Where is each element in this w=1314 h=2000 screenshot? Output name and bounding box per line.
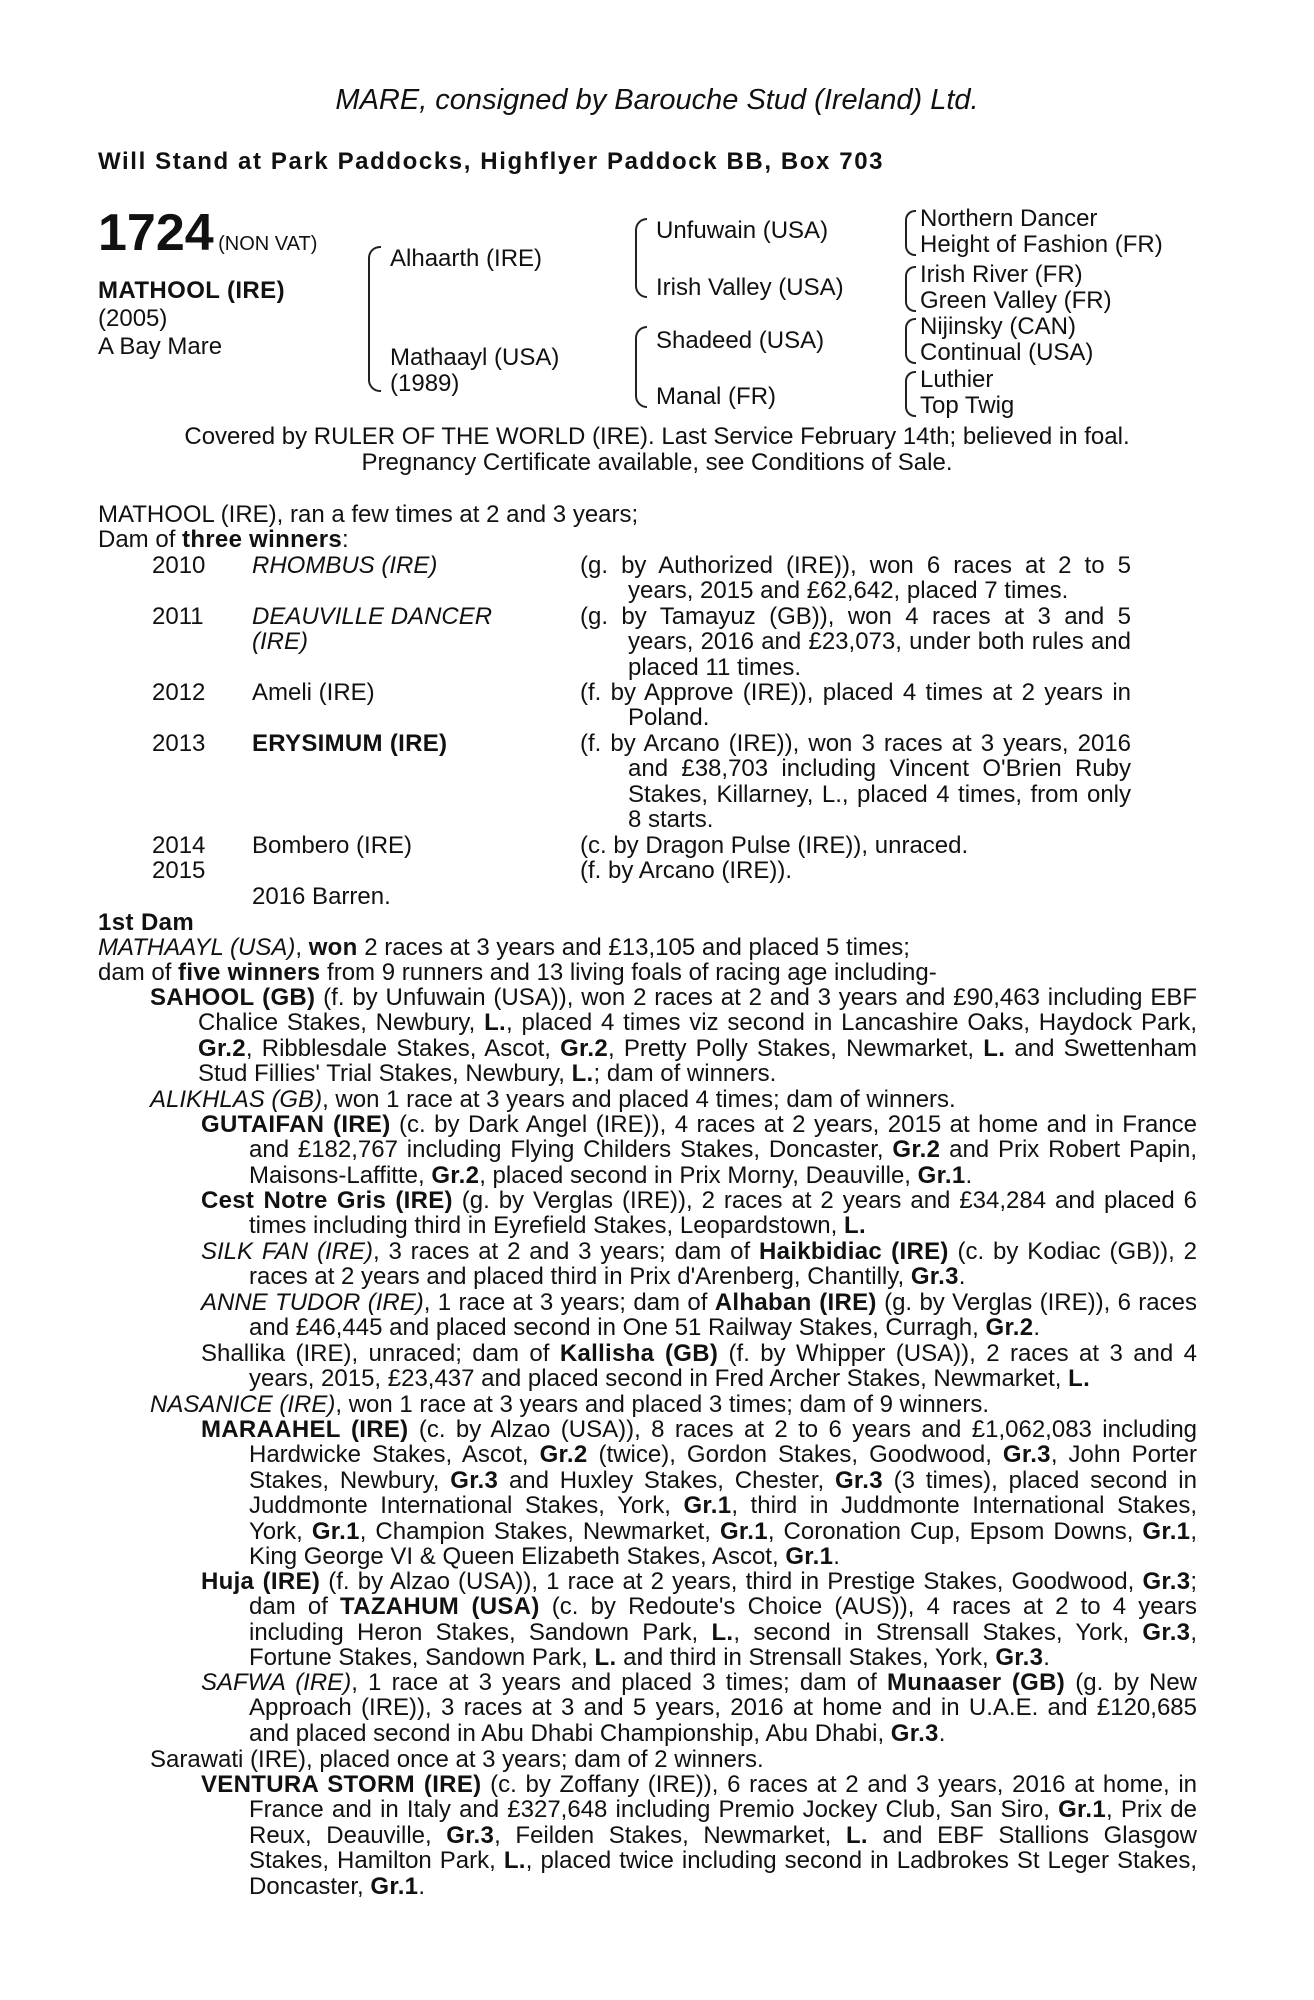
first-dam-produce: dam of five winners from 9 runners and 13 living foals of racing age including-: [98, 959, 937, 986]
entry-gutaifan: GUTAIFAN (IRE) (c. by Dark Angel (IRE)), 4 races at 2 years, 2015 at home and in France and £182,767 including Flying Childers Stakes, Doncaster, Gr.2 and Prix Robert Papin, Maisons-Laffitte, Gr.2, placed second in Prix Morny, Deauville, Gr.1.: [201, 1111, 1198, 1189]
sire-sire: Unfuwain (USA): [656, 217, 829, 244]
brace-dam-parents: [635, 326, 647, 408]
dam: Mathaayl (USA): [390, 344, 560, 371]
entry-ventura-storm: VENTURA STORM (IRE) (c. by Zoffany (IRE)), 6 races at 2 and 3 years, 2016 at home, in France and in Italy and £327,648 including Premio Jockey Club, San Siro, Gr.1, Prix de Reux, Deauville, Gr.3, Feilden Stakes, Newmarket, L. and EBF Stallions Glasgow Stakes, Hamilton Park, L., placed twice including second in Ladbrokes St Leger Stakes, Doncaster, Gr.1.: [201, 1771, 1198, 1900]
covering-info: Covered by RULER OF THE WORLD (IRE). Last Service February 14th; believed in foal.: [184, 423, 1130, 450]
ancestor-irish-river: Irish River (FR): [920, 261, 1083, 288]
entry-alikhlas: ALIKHLAS (GB), won 1 race at 3 years and placed 4 times; dam of winners.: [150, 1086, 956, 1113]
dam-sire: Shadeed (USA): [656, 327, 825, 354]
brace-g78: [905, 371, 916, 417]
entry-sahool: SAHOOL (GB) (f. by Unfuwain (USA)), won 2 races at 2 and 3 years and £90,463 including EBF Chalice Stakes, Newbury, L., placed 4 times viz second in Lancashire Oaks, Haydock Park, Gr.2, Ribblesdale Stakes, Ascot, Gr.2, Pretty Polly Stakes, Newmarket, L. and Swettenham Stud Fillies' Trial Stakes, Newbury, L.; dam of winners.: [150, 984, 1198, 1088]
entry-nasanice: NASANICE (IRE), won 1 race at 3 years and placed 3 times; dam of 9 winners.: [150, 1391, 990, 1418]
brace-parents: [368, 246, 381, 392]
ancestor-height-of-fashion: Height of Fashion (FR): [920, 231, 1163, 258]
mare-race-record: MATHOOL (IRE), ran a few times at 2 and 3 years;: [98, 501, 639, 528]
entry-sarawati: Sarawati (IRE), placed once at 3 years; dam of 2 winners.: [150, 1746, 764, 1773]
ancestor-luthier: Luthier: [920, 366, 994, 393]
brace-sire-parents: [635, 218, 647, 298]
brace-g56: [905, 318, 916, 364]
lot-description: A Bay Mare: [98, 333, 223, 360]
first-dam-heading: 1st Dam: [98, 909, 195, 936]
stand-location: Will Stand at Park Paddocks, Highflyer Paddock BB, Box 703: [98, 148, 885, 175]
progeny-row: 2015 (f. by Arcano (IRE)).: [152, 857, 793, 884]
ancestor-northern-dancer: Northern Dancer: [920, 205, 1098, 232]
first-dam-record: MATHAAYL (USA), won 2 races at 3 years and £13,105 and placed 5 times;: [98, 934, 910, 961]
entry-silk-fan: SILK FAN (IRE), 3 races at 2 and 3 years; dam of Haikbidiac (IRE) (c. by Kodiac (GB)), 2 races at 2 years and placed third in Prix d'Arenberg, Chantilly, Gr.3.: [201, 1238, 1198, 1291]
lot-header: [98, 206, 317, 260]
pregnancy-certificate: Pregnancy Certificate available, see Conditions of Sale.: [361, 449, 953, 476]
progeny-row: 2012 Ameli (IRE) (f. by Approve (IRE)), placed 4 times at 2 years in Poland.: [152, 679, 1131, 732]
entry-huja: Huja (IRE) (f. by Alzao (USA)), 1 race at 2 years, third in Prestige Stakes, Goodwood, Gr.3; dam of TAZAHUM (USA) (c. by Redoute's Choice (AUS)), 4 races at 2 to 4 years including Heron Stakes, Sandown Park, L., second in Strensall Stakes, York, Gr.3, Fortune Stakes, Sandown Park, L. and third in Strensall Stakes, York, Gr.3.: [201, 1568, 1198, 1672]
dam-dam: Manal (FR): [656, 383, 777, 410]
sire-dam: Irish Valley (USA): [656, 274, 844, 301]
ancestor-continual: Continual (USA): [920, 339, 1094, 366]
consignor-line: MARE, consigned by Barouche Stud (Ireland) Ltd.: [335, 84, 979, 116]
dam-of-summary: Dam of three winners:: [98, 526, 349, 553]
sire: Alhaarth (IRE): [390, 245, 543, 272]
progeny-row: 2010 RHOMBUS (IRE) (g. by Authorized (IRE)), won 6 races at 2 to 5 years, 2015 and £62,642, placed 7 times.: [152, 552, 1131, 605]
progeny-row: 2016 Barren.: [252, 883, 391, 910]
entry-maraahel: MARAAHEL (IRE) (c. by Alzao (USA)), 8 races at 2 to 6 years and £1,062,083 including Hardwicke Stakes, Ascot, Gr.2 (twice), Gordon Stakes, Goodwood, Gr.3, John Porter Stakes, Newbury, Gr.3 and Huxley Stakes, Chester, Gr.3 (3 times), placed second in Juddmonte International Stakes, York, Gr.1, third in Juddmonte International Stakes, York, Gr.1, Champion Stakes, Newmarket, Gr.1, Coronation Cup, Epsom Downs, Gr.1, King George VI & Queen Elizabeth Stakes, Ascot, Gr.1.: [201, 1416, 1198, 1571]
vat-status: (NON VAT): [218, 233, 318, 255]
ancestor-green-valley: Green Valley (FR): [920, 287, 1112, 314]
brace-g34: [905, 266, 916, 312]
ancestor-top-twig: Top Twig: [920, 392, 1015, 419]
ancestor-nijinsky: Nijinsky (CAN): [920, 313, 1076, 340]
lot-number: 1724: [98, 204, 214, 262]
entry-cest-notre-gris: Cest Notre Gris (IRE) (g. by Verglas (IRE)), 2 races at 2 years and £34,284 and placed 6 times including third in Eyrefield Stakes, Leopardstown, L.: [201, 1187, 1198, 1240]
progeny-row: 2014 Bombero (IRE) (c. by Dragon Pulse (IRE)), unraced.: [152, 832, 969, 859]
dam-year: (1989): [390, 370, 460, 397]
entry-safwa: SAFWA (IRE), 1 race at 3 years and placed 3 times; dam of Munaaser (GB) (g. by New Approach (IRE)), 3 races at 3 and 5 years, 2016 at home and in U.A.E. and £120,685 and placed second in Abu Dhabi Championship, Abu Dhabi, Gr.3.: [201, 1669, 1198, 1747]
entry-shallika: Shallika (IRE), unraced; dam of Kallisha (GB) (f. by Whipper (USA)), 2 races at 3 and 4 years, 2015, £23,437 and placed second in Fred Archer Stakes, Newmarket, L.: [201, 1340, 1197, 1393]
progeny-row: 2011 DEAUVILLE DANCER (IRE) (g. by Tamayuz (GB)), won 4 races at 3 and 5 years, 2016 and £23,073, under both rules and placed 11 times.: [152, 603, 1131, 681]
entry-anne-tudor: ANNE TUDOR (IRE), 1 race at 3 years; dam of Alhaban (IRE) (g. by Verglas (IRE)), 6 races and £46,445 and placed second in One 51 Railway Stakes, Curragh, Gr.2.: [201, 1289, 1197, 1342]
brace-g12: [905, 210, 916, 256]
lot-year: (2005): [98, 305, 168, 332]
progeny-row: 2013 ERYSIMUM (IRE) (f. by Arcano (IRE)), won 3 races at 3 years, 2016 and £38,703 including Vincent O'Brien Ruby Stakes, Killarney, L., placed 4 times, from only 8 starts.: [152, 730, 1131, 834]
lot-name: MATHOOL (IRE): [98, 277, 285, 304]
